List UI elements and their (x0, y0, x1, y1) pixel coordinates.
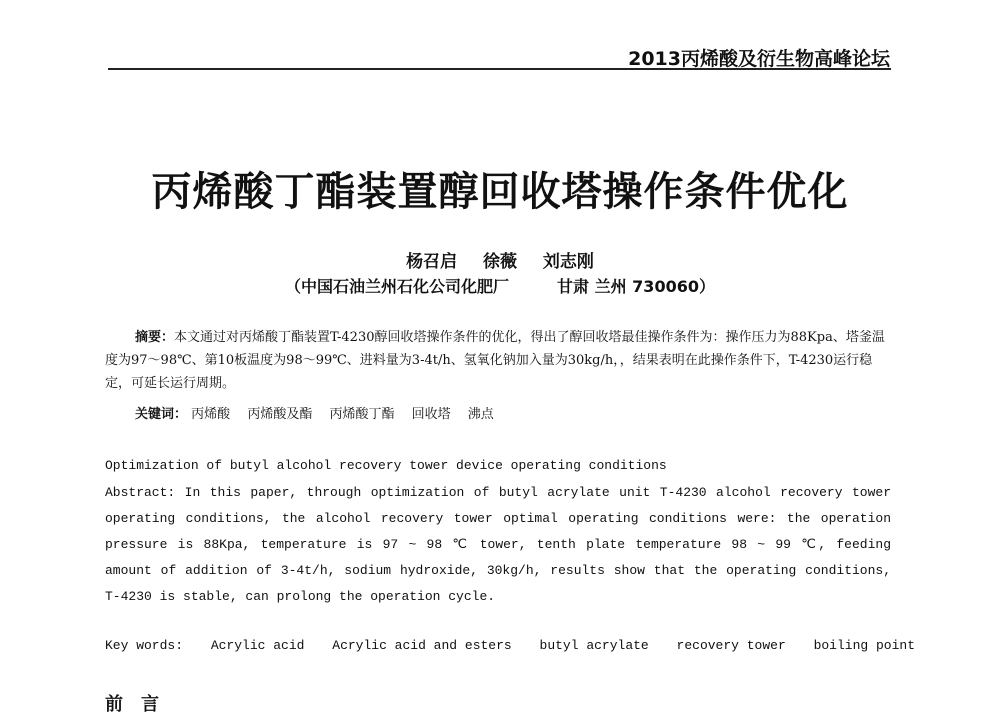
abstract-label: 摘要： (135, 330, 175, 345)
keyword: 沸点 (467, 407, 494, 422)
abstract-chinese (105, 326, 891, 395)
english-title: Optimization of butyl alcohol recovery tower device operating conditions (105, 458, 667, 473)
author-name: 刘志刚 (542, 252, 594, 272)
keyword: Acrylic acid and esters (332, 638, 512, 653)
header-rule (108, 68, 891, 70)
abstract-english: Abstract: In this paper, through optimization of butyl acrylate unit T-4230 alcohol recovery tower operating conditions, the alcohol recovery tower optimal operating conditions were: the operation pressure is 88Kpa, temperature is 97 ~ 98 ℃ tower, tenth plate temperature 98 ~ 99 ℃, feeding amount of addition of 3-4t/h, sodium hydroxide, 30kg/h, results show that the operating conditions, T-4230 is stable, can prolong the operation cycle. (105, 485, 891, 604)
keyword: 丙烯酸 (191, 407, 231, 422)
keywords-english (105, 638, 915, 653)
abstract-text: 本文通过对丙烯酸丁酯装置T-4230醇回收塔操作条件的优化，得出了醇回收塔最佳操作条件为：操作压力为88Kpa、塔釜温度为97～98℃、第10板温度为98～99℃、进料量为3-4t/h、氢氧化钠加入量为30kg/h，，结果表明在此操作条件下，T-4230运行稳定，可延长运行周期。 (105, 330, 885, 391)
running-header-title: 2013丙烯酸及衍生物高峰论坛 (628, 48, 890, 70)
section-heading: 前言 (105, 694, 177, 715)
affiliation-place: 甘肃 兰州 730060） (557, 277, 715, 296)
paper-title: 丙烯酸丁酯装置醇回收塔操作条件优化 (151, 168, 849, 215)
keyword: 丙烯酸及酯 (247, 407, 313, 422)
keyword: 丙烯酸丁酯 (329, 407, 395, 422)
keyword: Acrylic acid (210, 638, 305, 653)
keywords-label: 关键词： (135, 407, 188, 422)
keyword: 回收塔 (411, 407, 451, 422)
keyword: boiling point (813, 638, 915, 653)
keywords-label: Key words: (105, 638, 184, 653)
keyword: recovery tower (676, 638, 786, 653)
author-name: 杨召启 (406, 252, 458, 272)
keyword: butyl acrylate (539, 638, 649, 653)
affiliation-org: （中国石油兰州石化公司化肥厂 (285, 277, 510, 296)
author-name: 徐薇 (483, 252, 517, 272)
keywords-chinese (135, 403, 507, 422)
affiliation (0, 274, 1000, 297)
author-list (0, 247, 1000, 272)
